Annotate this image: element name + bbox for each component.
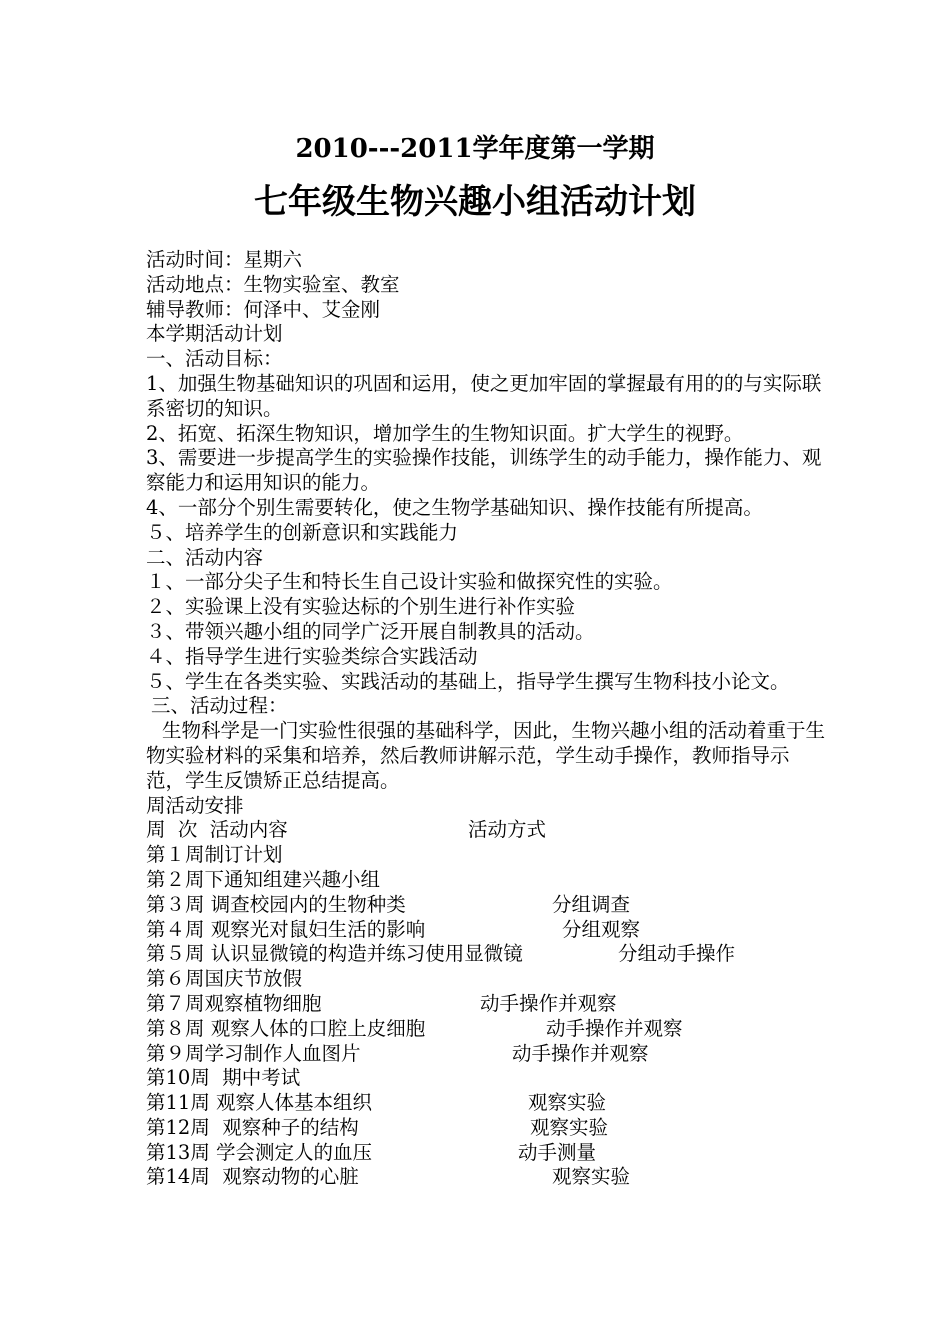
schedule-column-method: 活动方式 [468, 818, 547, 842]
schedule-method: 动手操作并观察 [480, 991, 617, 1015]
schedule-activity: 观察种子的结构 [209, 1115, 359, 1139]
schedule-activity: 观察植物细胞 [204, 991, 322, 1015]
schedule-row [146, 992, 826, 1017]
schedule-row [146, 1042, 826, 1067]
schedule-method: 动手操作并观察 [546, 1016, 683, 1040]
plan-title: 本学期活动计划 [146, 322, 283, 346]
schedule-method: 观察实验 [528, 1091, 607, 1115]
schedule-week: 第11周 [146, 1091, 210, 1115]
schedule-method: 观察实验 [552, 1165, 631, 1189]
schedule-header-row [146, 818, 826, 843]
document-subtitle: 2010---2011学年度第一学期 [295, 134, 655, 164]
schedule-activity: 认识显微镜的构造并练习使用显微镜 [204, 942, 523, 966]
content-heading: 二、活动内容 [146, 545, 264, 569]
schedule-activity: 制订计划 [204, 843, 283, 867]
schedule-week: 第５周 [146, 942, 205, 966]
activity-time: 活动时间：星期六 [146, 248, 303, 271]
process-paragraph-text: 生物科学是一门实验性很强的基础科学，因此，生物兴趣小组的活动着重于生物实验材料的采集和培养，然后教师讲解示范，学生动手操作，教师指导示范，学生反馈矫正总结提高。 [146, 719, 826, 792]
schedule-week: 第６周 [146, 967, 205, 991]
document-body [146, 248, 826, 1190]
schedule-row [146, 1066, 826, 1091]
schedule-row [146, 918, 826, 943]
schedule-activity: 观察光对鼠妇生活的影响 [204, 917, 426, 941]
schedule-row [146, 942, 826, 967]
schedule-row [146, 1165, 826, 1190]
goal-item-4: 4、一部分个别生需要转化，使之生物学基础知识、操作技能有所提高。 [146, 495, 763, 519]
schedule-week: 第13周 [146, 1140, 210, 1164]
schedule-week: 第９周 [146, 1041, 205, 1065]
goal-item-5: ５、培养学生的创新意识和实践能力 [146, 520, 459, 544]
schedule-row [146, 1091, 826, 1116]
schedule-row [146, 893, 826, 918]
document-title: 七年级生物兴趣小组活动计划 [254, 182, 696, 222]
schedule-method: 分组观察 [562, 917, 641, 941]
schedule-activity: 期中考试 [209, 1066, 301, 1090]
schedule-row [146, 868, 826, 893]
schedule-row [146, 843, 826, 868]
schedule-row [146, 1141, 826, 1166]
schedule-activity: 学会测定人的血压 [209, 1140, 373, 1164]
activity-teachers: 辅导教师：何泽中、艾金刚 [146, 297, 381, 321]
schedule-activity: 调查校园内的生物种类 [204, 892, 406, 916]
schedule-method: 动手操作并观察 [512, 1041, 649, 1065]
schedule-row [146, 1116, 826, 1141]
schedule-week: 第１周 [146, 843, 205, 867]
goals-heading: 一、活动目标： [146, 347, 283, 371]
schedule-week: 第12周 [146, 1115, 210, 1139]
schedule-activity: 学习制作人血图片 [204, 1041, 361, 1065]
content-item-1: １、一部分尖子生和特长生自己设计实验和做探究性的实验。 [146, 570, 673, 594]
content-item-3: ３、带领兴趣小组的同学广泛开展自制教具的活动。 [146, 619, 595, 643]
content-item-5: ５、学生在各类实验、实践活动的基础上，指导学生撰写生物科技小论文。 [146, 669, 790, 693]
schedule-method: 分组调查 [552, 892, 631, 916]
schedule-row [146, 967, 826, 992]
schedule-week: 第３周 [146, 892, 205, 916]
schedule-week: 第７周 [146, 991, 205, 1015]
process-heading: 三、活动过程： [151, 694, 288, 718]
schedule-week: 第２周 [146, 867, 205, 891]
schedule-activity: 下通知组建兴趣小组 [204, 867, 381, 891]
schedule-column-activity: 周 次 活动内容 [146, 818, 288, 842]
content-item-2: ２、实验课上没有实验达标的个别生进行补作实验 [146, 595, 576, 619]
schedule-activity: 观察动物的心脏 [209, 1165, 359, 1189]
schedule-method: 动手测量 [518, 1140, 597, 1164]
content-item-4: ４、指导学生进行实验类综合实践活动 [146, 644, 478, 668]
goal-item-2: 2、拓宽、拓深生物知识，增加学生的生物知识面。扩大学生的视野。 [146, 421, 744, 445]
schedule-week: 第４周 [146, 917, 205, 941]
schedule-activity: 观察人体基本组织 [209, 1091, 373, 1115]
goal-item-1: 1、加强生物基础知识的巩固和运用，使之更加牢固的掌握最有用的的与实际联系密切的知识。 [146, 371, 822, 420]
schedule-week: 第10周 [146, 1066, 210, 1090]
schedule-table [146, 843, 826, 1190]
schedule-activity: 国庆节放假 [204, 967, 303, 991]
schedule-heading: 周活动安排 [146, 793, 244, 817]
activity-place: 活动地点：生物实验室、教室 [146, 272, 400, 296]
process-paragraph [146, 719, 826, 793]
goal-item-3: 3、需要进一步提高学生的实验操作技能，训练学生的动手能力，操作能力、观察能力和运用知识的能力。 [146, 446, 822, 495]
schedule-week: 第８周 [146, 1016, 205, 1040]
schedule-method: 分组动手操作 [618, 942, 736, 966]
schedule-row [146, 1017, 826, 1042]
schedule-activity: 观察人体的口腔上皮细胞 [204, 1016, 426, 1040]
schedule-method: 观察实验 [530, 1115, 609, 1139]
schedule-week: 第14周 [146, 1165, 210, 1189]
